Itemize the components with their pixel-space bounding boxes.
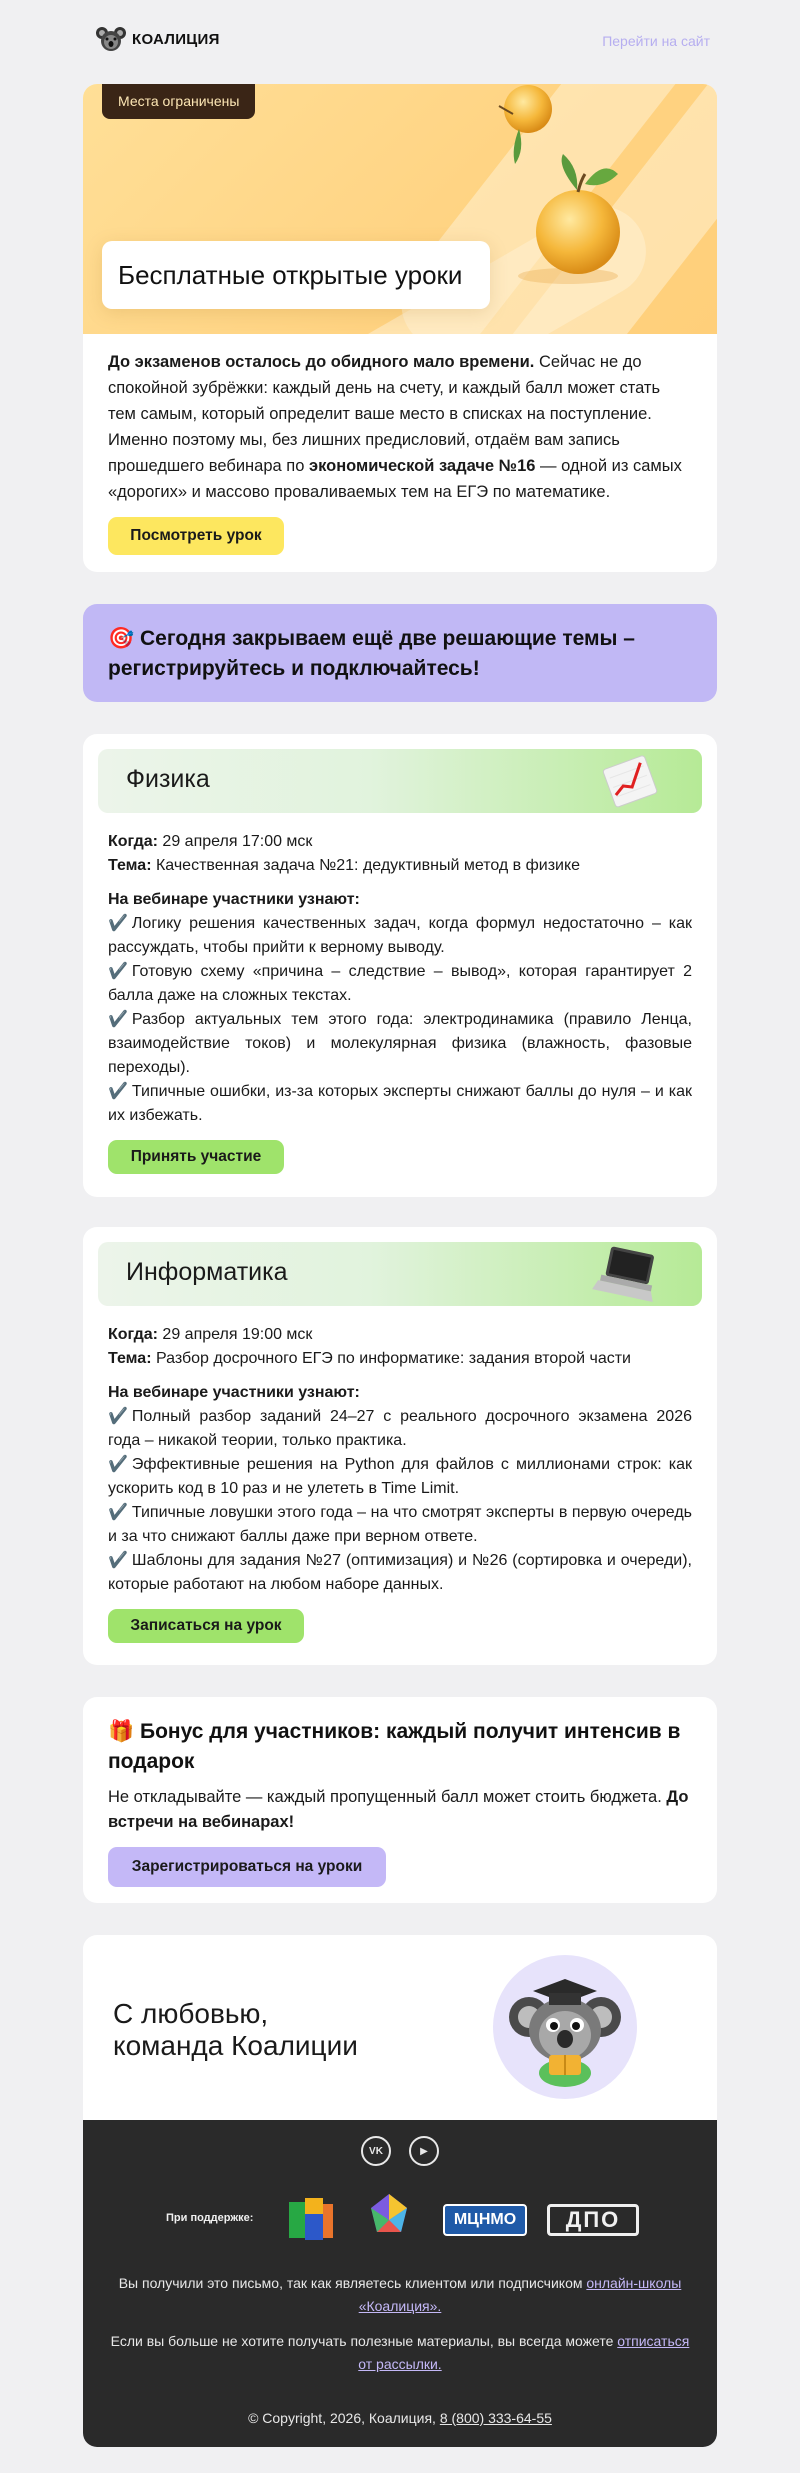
bonus-text-body: Не откладывайте — каждый пропущенный балл может стоить бюджета.	[108, 1788, 667, 1806]
physics-header	[98, 749, 702, 813]
gift-icon: 🎁	[108, 1720, 135, 1743]
check-icon: ✔️	[108, 963, 128, 980]
check-icon: ✔️	[108, 1456, 128, 1473]
koala-logo-icon	[96, 24, 126, 54]
announcement-banner	[83, 604, 717, 702]
partner-dpo-logo: ДПО	[547, 2204, 639, 2236]
social-links	[83, 2136, 717, 2166]
partner-mcnmo-logo: МЦНМО	[443, 2204, 527, 2236]
apples-illustration	[493, 84, 653, 314]
list-item-text: Полный разбор заданий 24–27 с реального досрочного экзамена 2026 года – никакой теории, только практика.	[108, 1408, 692, 1449]
bonus-text	[108, 1785, 692, 1835]
partner-cube-logo	[283, 2192, 339, 2248]
phone-link[interactable]: 8 (800) 333-64-55	[439, 2410, 552, 2426]
list-item	[108, 1008, 692, 1080]
list-item-text: Эффективные решения на Python для файлов с миллионами строк: как ускорить код в 10 раз и не улететь в Time Limit.	[108, 1456, 692, 1497]
copyright	[83, 2410, 717, 2426]
check-icon: ✔️	[108, 1011, 128, 1028]
hero-text-bold-topic: экономической задаче №16	[308, 457, 536, 475]
signup-informatics-button[interactable]: Записаться на урок	[108, 1609, 304, 1643]
list-item	[108, 1453, 692, 1501]
hero-text-bold: До экзаменов осталось до обидного мало времени.	[108, 353, 535, 371]
footer-unsubscribe-note	[107, 2330, 693, 2376]
bonus-title-text: Бонус для участников: каждый получит интенсив в подарок	[108, 1720, 681, 1773]
list-item-text: Готовую схему «причина – следствие – вывод», которая гарантирует 2 балла даже на сложных текстах.	[108, 963, 692, 1004]
list-item	[108, 960, 692, 1008]
target-icon: 🎯	[108, 627, 135, 650]
hero-card	[83, 84, 717, 572]
list-item-text: Шаблоны для задания №27 (оптимизация) и №26 (сортировка и очереди), которые работают на любом наборе данных.	[108, 1552, 692, 1593]
when-label: Когда:	[108, 833, 158, 850]
school-link[interactable]: онлайн-школы «Коалиция».	[358, 2275, 682, 2314]
list-item-text: Типичные ошибки, из-за которых эксперты снижают баллы до нуля – и как их избежать.	[108, 1083, 692, 1124]
bonus-text-bold: До встречи на вебинарах!	[108, 1788, 689, 1831]
brand-name: КОАЛИЦИЯ	[132, 30, 220, 48]
informatics-header	[98, 1242, 702, 1306]
register-lessons-button[interactable]: Зарегистрироваться на уроки	[108, 1847, 386, 1887]
when-value: 29 апреля 17:00 мск	[157, 833, 313, 850]
check-icon: ✔️	[108, 1504, 128, 1521]
list-item-text: Разбор актуальных тем этого года: электродинамика (правило Ленца, взаимодействие токов) и молекулярная физика (влажность, фазовые переходы).	[108, 1011, 692, 1076]
check-icon: ✔️	[108, 1552, 128, 1569]
brand-logo[interactable]	[96, 24, 220, 54]
chart-paper-icon	[600, 753, 662, 809]
bonus-card	[83, 1697, 717, 1903]
footer-unsub-text: Если вы больше не хотите получать полезные материалы, вы всегда можете	[110, 2333, 618, 2349]
physics-details	[83, 813, 717, 1174]
learn-title: На вебинаре участники узнают:	[108, 1384, 360, 1401]
support-label: При поддержке:	[166, 2212, 254, 2224]
koala-graduate-icon	[493, 1955, 637, 2099]
when-label: Когда:	[108, 1326, 158, 1343]
topic-value: Качественная задача №21: дедуктивный метод в физике	[151, 857, 581, 874]
hero-text: Сейчас не до спокойной зубрёжки: каждый день на счету, и каждый балл может стать тем самым, который определит ваше место в списках на поступление. Именно поэтому мы, без лишних предисловий, отдаём вам запись прошедшего вебинара по	[108, 353, 661, 475]
list-item	[108, 1405, 692, 1453]
check-icon: ✔️	[108, 1083, 128, 1100]
signoff	[83, 1935, 717, 2120]
informatics-title: Информатика	[126, 1258, 288, 1286]
physics-title: Физика	[126, 765, 210, 793]
list-item	[108, 1549, 692, 1597]
physics-when	[108, 830, 692, 854]
list-item	[108, 1501, 692, 1549]
list-item-text: Логику решения качественных задач, когда формул недостаточно – как рассуждать, чтобы прийти к верному выводу.	[108, 915, 692, 956]
when-value: 29 апреля 19:00 мск	[157, 1326, 313, 1343]
list-item	[108, 1080, 692, 1128]
physics-webinar-card	[83, 734, 717, 1197]
footer-note-text: Вы получили это письмо, так как являетесь клиентом или подписчиком	[118, 2275, 587, 2291]
hero-text-end: — одной из самых «дорогих» и массово проваливаемых тем на ЕГЭ по математике.	[108, 457, 682, 501]
informatics-webinar-card	[83, 1227, 717, 1665]
limited-seats-badge: Места ограничены	[102, 84, 255, 119]
topic-label: Тема:	[108, 857, 152, 874]
copyright-text: © Copyright, 2026, Коалиция,	[248, 2410, 440, 2426]
topic-label: Тема:	[108, 1350, 152, 1367]
signoff-line-2: команда Коалиции	[113, 2030, 358, 2061]
watch-lesson-button[interactable]: Посмотреть урок	[108, 517, 284, 555]
signoff-text	[113, 1998, 358, 2062]
list-item-text: Типичные ловушки этого года – на что смотрят эксперты в первую очередь и за что снижают баллы даже при верном ответе.	[108, 1504, 692, 1545]
informatics-details	[83, 1306, 717, 1643]
support-partners	[83, 2192, 717, 2248]
informatics-when	[108, 1323, 692, 1347]
vk-icon[interactable]: VK	[361, 2136, 391, 2166]
check-icon: ✔️	[108, 1408, 128, 1425]
koala-mascot	[493, 1955, 637, 2099]
signoff-line-1: С любовью,	[113, 1998, 269, 2029]
footer-subscription-note	[107, 2272, 693, 2318]
hero-description	[83, 334, 717, 555]
learn-title: На вебинаре участники узнают:	[108, 891, 360, 908]
partner-star-logo	[361, 2192, 417, 2248]
laptop-icon	[592, 1246, 662, 1302]
go-to-site-link[interactable]: Перейти на сайт	[602, 33, 710, 49]
signoff-card	[83, 1935, 717, 2447]
hero-title: Бесплатные открытые уроки	[102, 241, 490, 309]
unsubscribe-link[interactable]: отписаться от рассылки.	[358, 2333, 690, 2372]
footer	[83, 2120, 717, 2447]
list-item	[108, 912, 692, 960]
bonus-title	[108, 1717, 692, 1777]
informatics-topic	[108, 1347, 692, 1371]
check-icon: ✔️	[108, 915, 128, 932]
youtube-icon[interactable]: ▶	[409, 2136, 439, 2166]
email-header	[0, 0, 800, 84]
announcement-text: Сегодня закрываем ещё две решающие темы – регистрируйтесь и подключайтесь!	[108, 627, 635, 680]
topic-value: Разбор досрочного ЕГЭ по информатике: задания второй части	[151, 1350, 631, 1367]
hero-banner	[83, 84, 717, 334]
physics-topic	[108, 854, 692, 878]
join-physics-button[interactable]: Принять участие	[108, 1140, 284, 1174]
